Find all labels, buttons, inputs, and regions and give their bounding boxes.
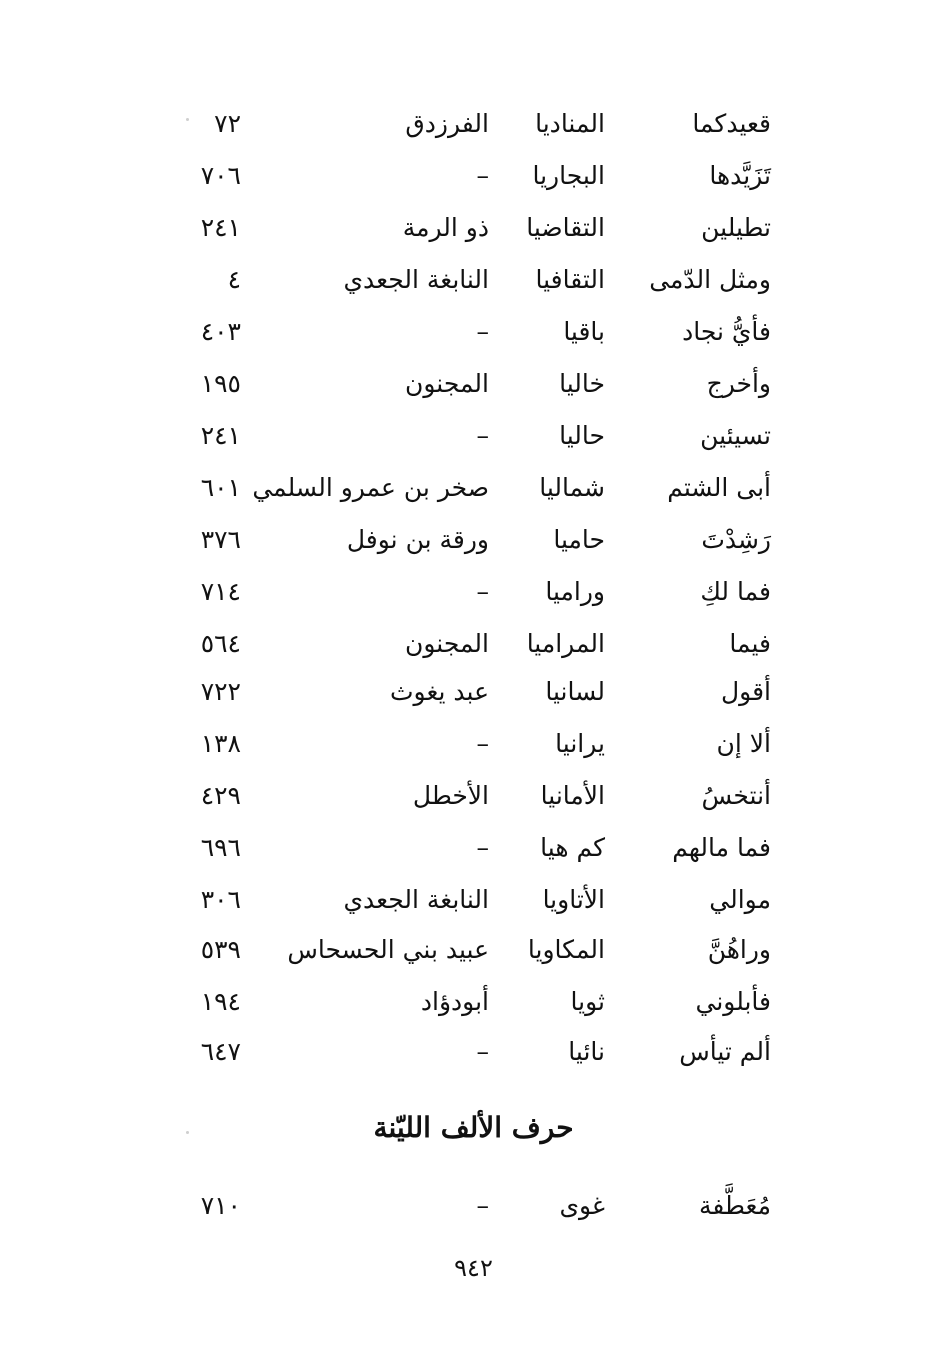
rhyme-word: الأتاويا: [542, 885, 605, 914]
rhyme-word: المكاويا: [527, 935, 605, 964]
first-word: موالي: [709, 885, 771, 914]
first-word: وأخرج: [706, 369, 771, 398]
page-reference: ٧٢٢: [200, 677, 241, 706]
index-row: [0, 312, 947, 352]
index-row: [0, 260, 947, 300]
first-word: تَزَيَّدها: [709, 161, 771, 190]
poet-name: ذو الرمة: [402, 213, 489, 242]
first-word: فما مالهم: [672, 833, 771, 862]
first-word: ألا إن: [716, 729, 771, 758]
page-reference: ٣٠٦: [200, 885, 241, 914]
page-reference: ٦٤٧: [200, 1037, 241, 1066]
poet-name: المجنون: [405, 629, 489, 658]
page-reference: ٧١٤: [200, 577, 241, 606]
rhyme-word: يرانيا: [555, 729, 605, 758]
rhyme-word: غوى: [559, 1191, 605, 1220]
index-row: [0, 672, 947, 712]
first-word: فأيُّ نجاد: [682, 317, 771, 346]
page-reference: ١٩٥: [200, 369, 241, 398]
index-row: [0, 982, 947, 1022]
page-reference: ٤٠٣: [200, 317, 241, 346]
index-row: [0, 104, 947, 144]
page-reference: ١٣٨: [200, 729, 241, 758]
poet-name: –: [476, 161, 489, 190]
page-reference: ٢٤١: [200, 213, 241, 242]
first-word: فأبلوني: [695, 987, 771, 1016]
rhyme-word: حاميا: [553, 525, 605, 554]
index-row: [0, 1186, 947, 1226]
index-row: [0, 416, 947, 456]
rhyme-word: المناديا: [535, 109, 605, 138]
index-row: [0, 468, 947, 508]
page-reference: ٧٠٦: [200, 161, 241, 190]
index-row: [0, 156, 947, 196]
first-word: وراهُنَّ: [707, 935, 771, 964]
index-row: [0, 930, 947, 970]
rhyme-word: التقافيا: [535, 265, 605, 294]
rhyme-word: باقيا: [563, 317, 605, 346]
poet-name: عبيد بني الحسحاس: [287, 935, 489, 964]
index-row: [0, 1032, 947, 1072]
first-word: رَشِدْتَ: [701, 525, 771, 554]
page-reference: ٥٦٤: [200, 629, 241, 658]
page-reference: ٧٢: [214, 109, 241, 138]
poet-name: –: [476, 729, 489, 758]
first-word: تطيلين: [701, 213, 771, 242]
index-row: [0, 724, 947, 764]
poet-name: –: [476, 833, 489, 862]
section-heading: حرف الألف الليّنة: [373, 1111, 574, 1144]
page-reference: ٦٩٦: [200, 833, 241, 862]
first-word: فما لكِ: [700, 577, 771, 606]
index-row: [0, 624, 947, 664]
rhyme-word: ثويا: [570, 987, 605, 1016]
poet-name: أبودؤاد: [420, 987, 489, 1016]
first-word: تسيئين: [700, 421, 771, 450]
index-row: [0, 572, 947, 612]
page-reference: ٦٠١: [200, 473, 241, 502]
index-row: [0, 520, 947, 560]
first-word: قعيدكما: [692, 109, 771, 138]
first-word: أبى الشتم: [667, 473, 771, 502]
rhyme-word: حاليا: [559, 421, 605, 450]
poet-name: –: [476, 577, 489, 606]
poet-name: صخر بن عمرو السلمي: [252, 473, 489, 502]
rhyme-word: لسانيا: [545, 677, 605, 706]
poet-name: ورقة بن نوفل: [346, 525, 489, 554]
index-row: [0, 828, 947, 868]
index-row: [0, 208, 947, 248]
rhyme-word: البجاريا: [532, 161, 605, 190]
page-reference: ٥٣٩: [200, 935, 241, 964]
page-reference: ٣٧٦: [200, 525, 241, 554]
poet-name: النابغة الجعدي: [343, 265, 489, 294]
first-word: أنتخسُ: [701, 781, 771, 810]
poet-name: –: [476, 317, 489, 346]
page-reference: ١٩٤: [200, 987, 241, 1016]
poet-name: المجنون: [405, 369, 489, 398]
first-word: أقول: [721, 677, 771, 706]
first-word: ومثل الدّمى: [649, 265, 771, 294]
poet-name: الفرزدق: [405, 109, 489, 138]
rhyme-word: التقاضيا: [526, 213, 605, 242]
page-reference: ٢٤١: [200, 421, 241, 450]
index-row: [0, 776, 947, 816]
rhyme-word: خاليا: [559, 369, 605, 398]
index-row: [0, 880, 947, 920]
poet-name: الأخطل: [412, 781, 489, 810]
poet-name: –: [476, 421, 489, 450]
rhyme-word: المراميا: [526, 629, 605, 658]
page-reference: ٤: [227, 265, 241, 294]
poet-name: النابغة الجعدي: [343, 885, 489, 914]
poet-name: عبد يغوث: [390, 677, 489, 706]
page-number: ٩٤٢: [454, 1254, 493, 1282]
rhyme-word: شماليا: [539, 473, 605, 502]
rhyme-word: الأمانيا: [540, 781, 605, 810]
poet-name: –: [476, 1037, 489, 1066]
index-row: [0, 364, 947, 404]
poet-name: –: [476, 1191, 489, 1220]
first-word: مُعَطَّفة: [698, 1191, 771, 1220]
rhyme-word: وراميا: [545, 577, 605, 606]
first-word: ألم تيأس: [679, 1037, 771, 1066]
rhyme-word: نائيا: [568, 1037, 605, 1066]
rhyme-word: كم هيا: [540, 833, 605, 862]
first-word: فيما: [729, 629, 771, 658]
page-reference: ٤٢٩: [200, 781, 241, 810]
page-reference: ٧١٠: [200, 1191, 241, 1220]
